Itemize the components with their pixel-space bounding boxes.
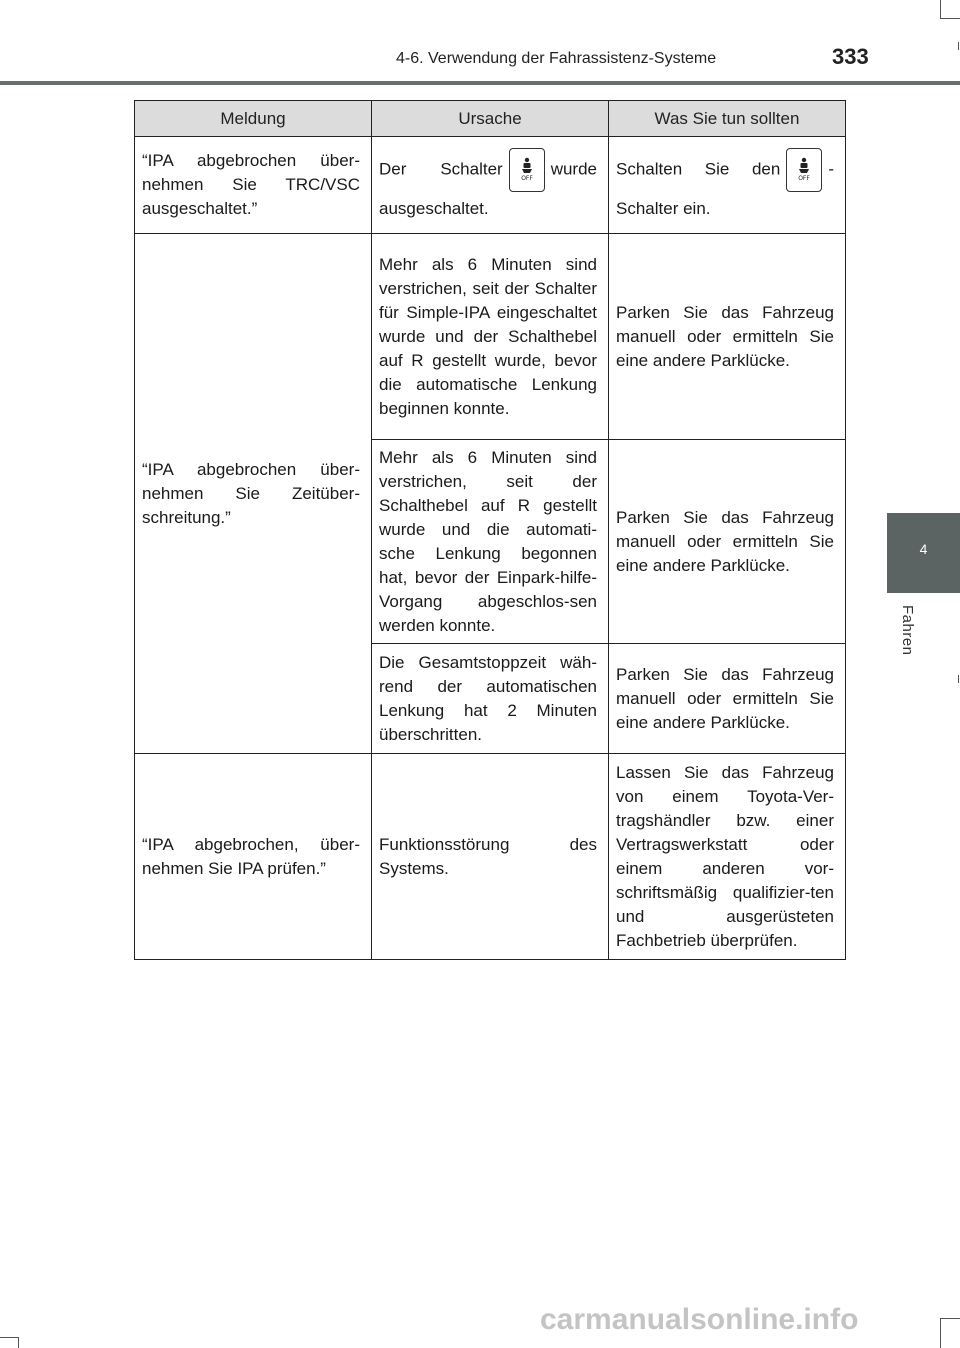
ursache-text-pre: Der Schalter bbox=[379, 159, 503, 179]
column-header-meldung: Meldung bbox=[135, 101, 372, 137]
ursache-cell bbox=[372, 137, 609, 234]
section-title: 4-6. Verwendung der Fahrassistenz-Systeme bbox=[396, 50, 717, 67]
watermark: carmanualsonline.info bbox=[540, 1303, 859, 1336]
action-cell: Parken Sie das Fahrzeug manuell oder ermitteln Sie eine andere Parklücke. bbox=[609, 234, 846, 440]
page-number: 333 bbox=[832, 44, 869, 69]
table-row bbox=[135, 137, 846, 234]
crop-mark bbox=[940, 1318, 941, 1348]
action-cell: Lassen Sie das Fahrzeug von einem Toyota-Ver-tragshändler bzw. einer Vertragswerkstatt oder einem anderen vor-schriftsmäßig qualifizier-ten und ausgerüsteten Fachbetrieb überprüfen. bbox=[609, 754, 846, 960]
crop-mark bbox=[958, 42, 959, 50]
crop-mark bbox=[940, 1318, 960, 1319]
ursache-cell: Die Gesamtstoppzeit wäh-rend der automatischen Lenkung hat 2 Minuten überschritten. bbox=[372, 644, 609, 754]
crop-mark bbox=[958, 675, 959, 683]
crop-mark bbox=[0, 1337, 18, 1338]
meldung-cell bbox=[135, 137, 372, 234]
message-table bbox=[134, 100, 846, 960]
action-text-pre: Schalten Sie den bbox=[616, 159, 781, 179]
action-cell bbox=[609, 137, 846, 234]
action-text-post: -Schalter ein. bbox=[616, 159, 834, 218]
header-rule bbox=[0, 81, 960, 85]
chapter-label: Fahren bbox=[899, 605, 916, 656]
ursache-cell: Mehr als 6 Minuten sind verstrichen, seit der Schalter für Simple-IPA eingeschaltet wurde und der Schalthebel auf R gestellt wurde, bevor die automatische Lenkung beginnen konnte. bbox=[372, 234, 609, 440]
table-row bbox=[135, 754, 846, 960]
vsc-off-switch-icon bbox=[786, 148, 822, 192]
column-header-ursache: Ursache bbox=[372, 101, 609, 137]
meldung-text: “IPA abgebrochen über-nehmen Sie TRC/VSC ausgeschaltet.” bbox=[142, 151, 360, 218]
meldung-cell: “IPA abgebrochen über-nehmen Sie Zeitüber-schreitung.” bbox=[135, 234, 372, 754]
crop-mark bbox=[18, 1337, 19, 1348]
meldung-cell: “IPA abgebrochen, über-nehmen Sie IPA prüfen.” bbox=[135, 754, 372, 960]
crop-mark bbox=[940, 18, 960, 19]
ursache-text-post: wurde ausgeschaltet. bbox=[379, 159, 597, 218]
table-row bbox=[135, 234, 846, 440]
switch-icon-text: OFF bbox=[520, 175, 533, 181]
ursache-cell: Mehr als 6 Minuten sind verstrichen, seit der Schalthebel auf R gestellt wurde und die automati-sche Lenkung begonnen hat, bevor der Einpark-hilfe-Vorgang abgeschlos-sen werden konnte. bbox=[372, 440, 609, 644]
switch-icon-text: OFF bbox=[798, 175, 811, 181]
action-cell: Parken Sie das Fahrzeug manuell oder ermitteln Sie eine andere Parklücke. bbox=[609, 644, 846, 754]
chapter-number: 4 bbox=[919, 541, 928, 557]
chapter-tab bbox=[887, 513, 960, 593]
column-header-action: Was Sie tun sollten bbox=[609, 101, 846, 137]
crop-mark bbox=[940, 0, 941, 18]
action-cell: Parken Sie das Fahrzeug manuell oder ermitteln Sie eine andere Parklücke. bbox=[609, 440, 846, 644]
vsc-off-switch-icon bbox=[509, 148, 545, 192]
table-header-row bbox=[135, 101, 846, 137]
ursache-cell: Funktionsstörung des Systems. bbox=[372, 754, 609, 960]
